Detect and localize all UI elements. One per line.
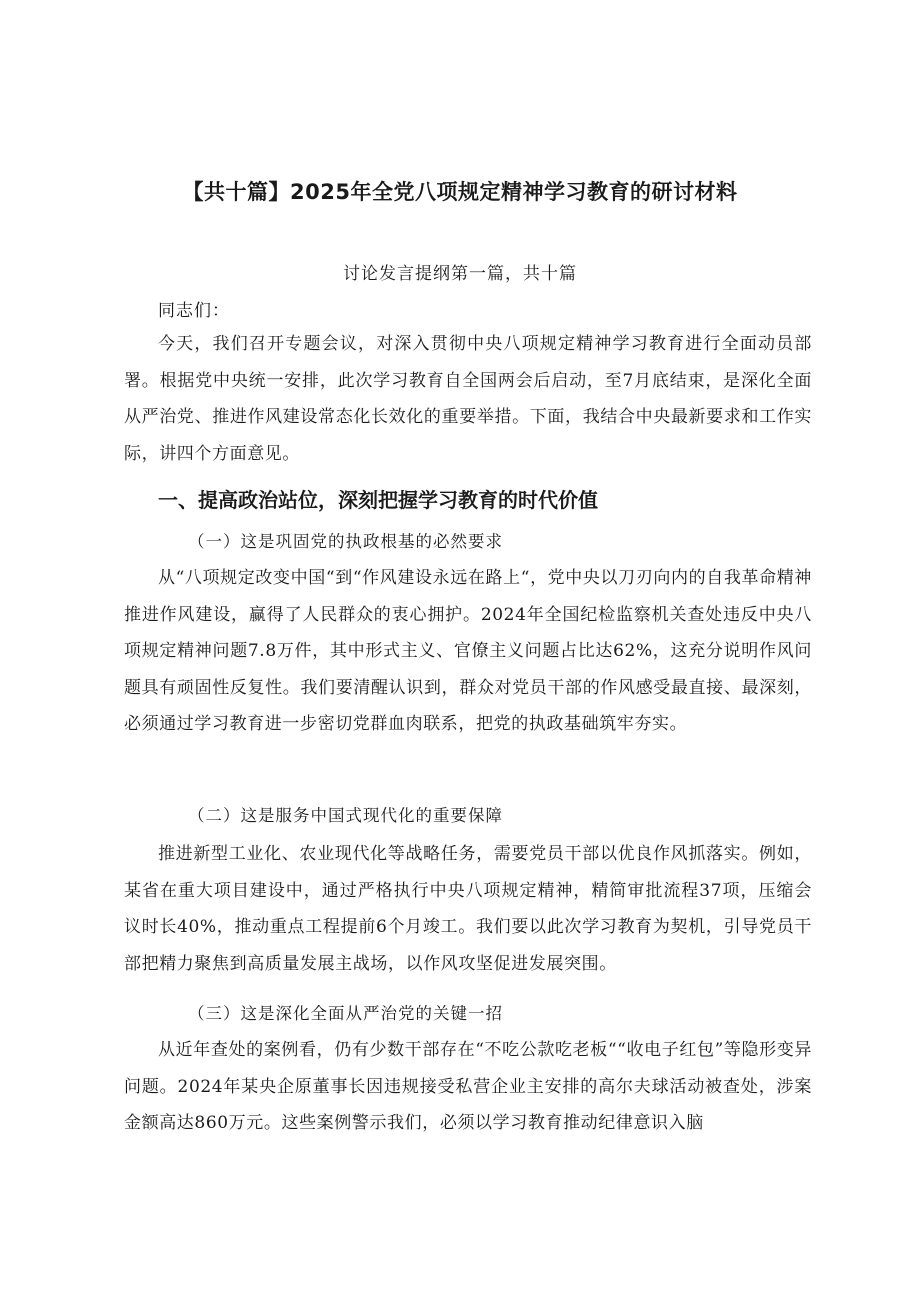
subsection-1-paragraph: 从“八项规定改变中国“到“作风建设永远在路上“，党中央以刀刃向内的自我革命精神推进作风建设，赢得了人民群众的衷心拥护。2024年全国纪检监察机关查处违反中央八项规定精神问题7.8万件，其中形式主义、官僚主义问题占比达62%，这充分说明作风问题具有顽固性反复性。我们要清醒认识到，群众对党员干部的作风感受最直接、最深刻，必须通过学习教育进一步密切党群血肉联系，把党的执政基础筑牢夯实。 bbox=[124, 568, 812, 734]
subsection-2-block bbox=[124, 836, 812, 982]
greeting: 同志们： bbox=[158, 301, 230, 321]
subsection-heading-2: （二）这是服务中国式现代化的重要保障 bbox=[188, 806, 503, 825]
section-heading: 一、提高政治站位，深刻把握学习教育的时代价值 bbox=[158, 488, 598, 512]
subsection-1-block bbox=[124, 560, 812, 743]
document-subtitle: 讨论发言提纲第一篇，共十篇 bbox=[343, 264, 577, 284]
subsection-heading-1: （一）这是巩固党的执政根基的必然要求 bbox=[188, 532, 503, 551]
subsection-3-paragraph: 从近年查处的案例看，仍有少数干部存在“不吃公款吃老板““收电子红包”等隐形变异问题。2024年某央企原董事长因违规接受私营企业主安排的高尔夫球活动被查处，涉案金额高达860万元。这些案例警示我们，必须以学习教育推动纪律意识入脑 bbox=[124, 1040, 812, 1133]
document-title: 【共十篇】2025年全党八项规定精神学习教育的研讨材料 bbox=[182, 180, 738, 204]
subsection-heading-3: （三）这是深化全面从严治党的关键一招 bbox=[188, 1004, 503, 1023]
subsection-2-paragraph: 推进新型工业化、农业现代化等战略任务，需要党员干部以优良作风抓落实。例如，某省在重大项目建设中，通过严格执行中央八项规定精神，精简审批流程37项，压缩会议时长40%，推动重点工程提前6个月竣工。我们要以此次学习教育为契机，引导党员干部把精力聚焦到高质量发展主战场，以作风攻坚促进发展突围。 bbox=[124, 844, 812, 974]
intro-block bbox=[124, 326, 812, 472]
subsection-3-block bbox=[124, 1032, 812, 1142]
intro-paragraph: 今天，我们召开专题会议，对深入贯彻中央八项规定精神学习教育进行全面动员部署。根据党中央统一安排，此次学习教育自全国两会后启动，至7月底结束，是深化全面从严治党、推进作风建设常态化长效化的重要举措。下面，我结合中央最新要求和工作实际，讲四个方面意见。 bbox=[124, 334, 812, 464]
